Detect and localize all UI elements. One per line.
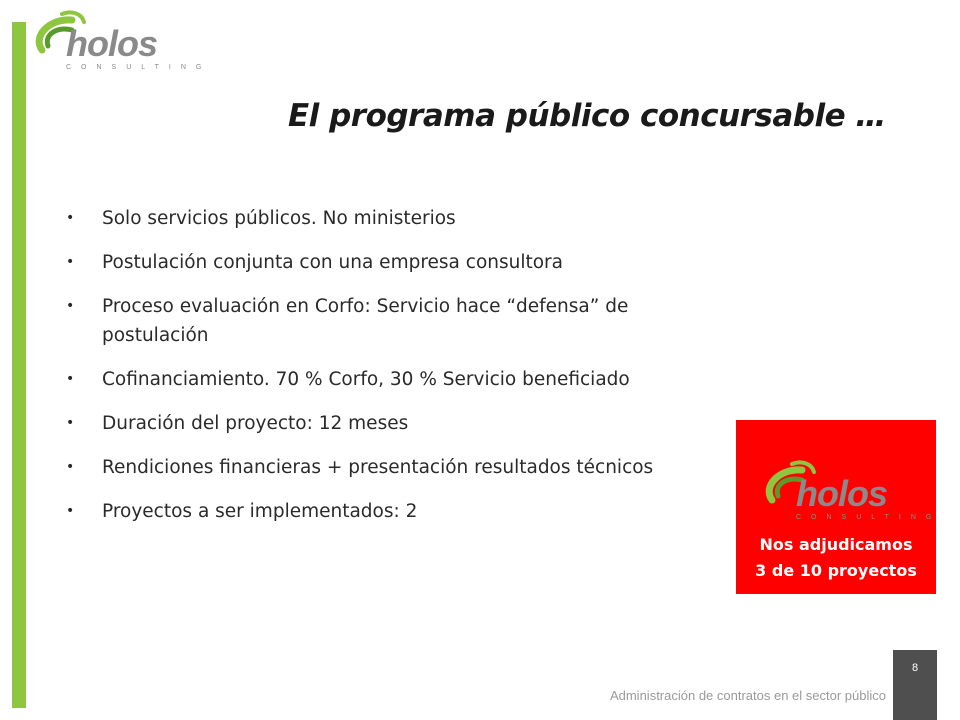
callout-logo	[762, 456, 942, 528]
slide-title: El programa público concursable …	[288, 98, 886, 134]
callout-line-2: 3 de 10 proyectos	[755, 561, 917, 580]
bullet-text: Rendiciones financieras + presentación resultados técnicos	[102, 457, 654, 478]
bullet-text: Proyectos a ser implementados: 2	[102, 501, 418, 522]
list-item	[66, 453, 718, 482]
callout-line-1: Nos adjudicamos	[759, 535, 913, 554]
logo-wordmark: holos	[796, 473, 887, 514]
list-item	[66, 409, 718, 438]
bullet-icon: •	[66, 210, 75, 226]
bullet-text: Solo servicios públicos. No ministerios	[102, 208, 456, 229]
list-item	[66, 248, 718, 277]
list-item	[66, 497, 718, 526]
bullet-icon: •	[66, 415, 75, 431]
logo-wordmark: holos	[66, 23, 157, 64]
bullet-list	[66, 204, 718, 541]
bullet-icon: •	[66, 254, 75, 270]
bullet-icon: •	[66, 298, 75, 314]
bullet-icon: •	[66, 459, 75, 475]
award-callout	[736, 420, 942, 594]
bullet-icon: •	[66, 503, 75, 519]
page-number-box	[893, 650, 937, 720]
list-item	[66, 365, 718, 394]
footer-text: Administración de contratos en el sector público	[609, 688, 886, 703]
logo-tagline: CONSULTING	[66, 64, 212, 71]
holos-logo	[32, 6, 212, 78]
page-number: 8	[911, 662, 919, 674]
list-item	[66, 292, 718, 350]
bullet-text: Proceso evaluación en Corfo: Servicio hace “defensa” de postulación	[102, 296, 629, 346]
bullet-text: Duración del proyecto: 12 meses	[102, 413, 409, 434]
logo-tagline: CONSULTING	[796, 514, 942, 521]
callout-text	[736, 532, 936, 584]
bullet-icon: •	[66, 371, 75, 387]
bullet-text: Cofinanciamiento. 70 % Corfo, 30 % Servicio beneficiado	[102, 369, 630, 390]
bullet-text: Postulación conjunta con una empresa consultora	[102, 252, 564, 273]
left-accent-bar	[12, 22, 26, 708]
list-item	[66, 204, 718, 233]
